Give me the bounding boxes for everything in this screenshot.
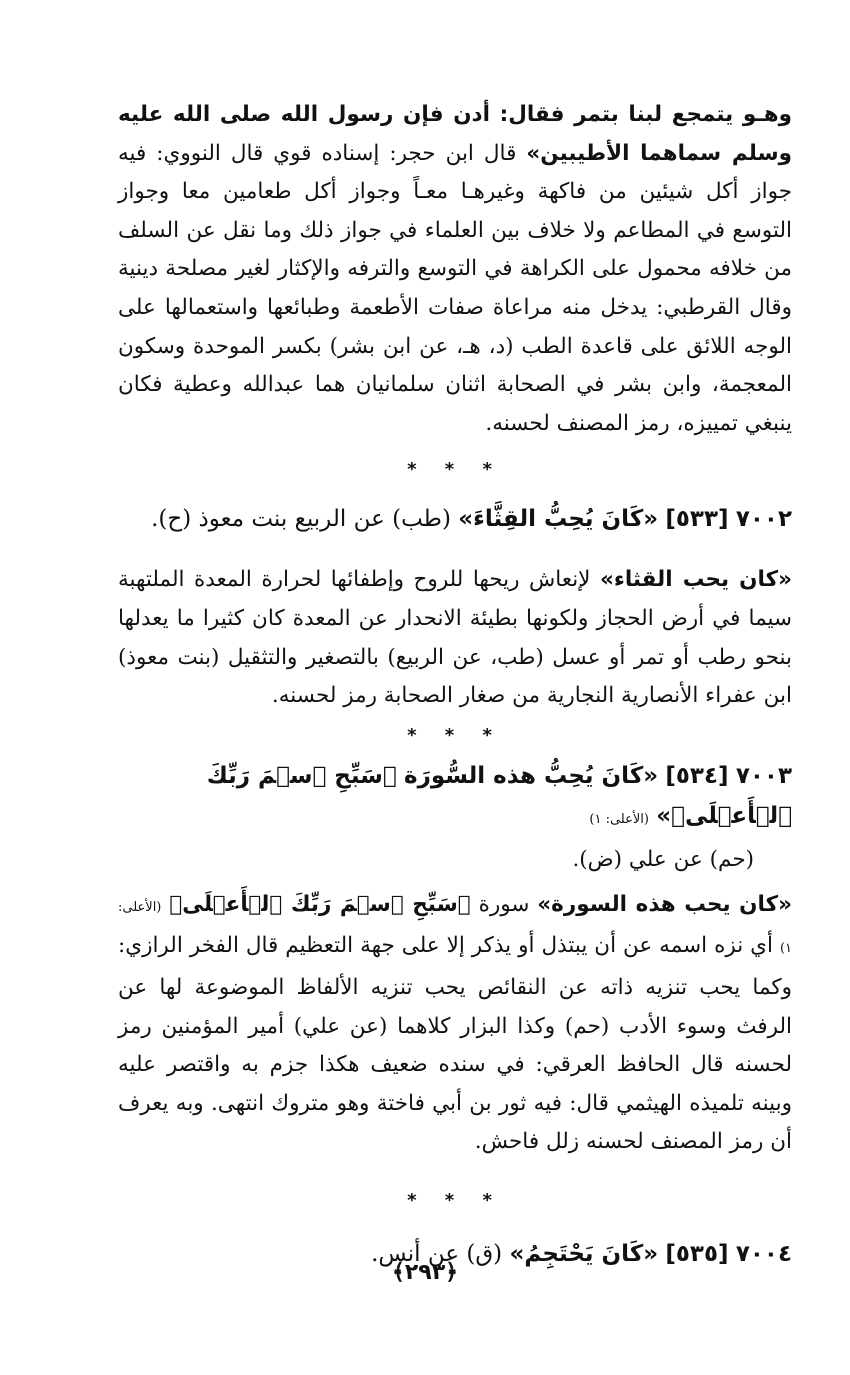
hadith-text: «كَانَ يَحْتَجِمُ» xyxy=(509,1240,659,1267)
quoted-hadith-text: وهـو يتمجع لبنا بتمر فقال: أدن فإن رسول الله صلى الله عليه وسلم سماهما الأطيبين» xyxy=(118,102,792,166)
hadith-number: ٧٠٠٢ xyxy=(735,506,792,533)
hadith-index: [٥٣٥] xyxy=(665,1240,729,1267)
commentary-text: قال ابن حجر: إسناده قوي قال النووي: فيه جواز أكل شيئين من فاكهة وغيرهـا معـاً وجواز أكل طعامين معا وجواز التوسع في المطاعم ولا خلاف بين العلماء في جواز ذلك وما نقل عن السلف من خلافه محمول على الكراهة في التوسع والترفه والإكثار لغير مصلحة دينية وقال القرطبي: يدخل منه مراعاة صفات الأطعمة وطبائعها واستعمالها على الوجه اللائق على قاعدة الطب (د، هـ، عن ابن بشر) بكسر الموحدة وسكون المعجمة، وابن بشر في الصحابة اثنان سلمانيان هما عبدالله وعطية فكان ينبغي تمييزه، رمز المصنف لحسنه. xyxy=(118,140,792,436)
section-separator: * * * xyxy=(407,724,503,746)
section-separator: * * * xyxy=(407,1189,503,1211)
quran-verse: ﴿سَبِّحِ ٱسۡمَ رَبِّكَ ٱلۡأَعۡلَى﴾ xyxy=(206,762,792,829)
commentary-paragraph-2 xyxy=(118,561,792,715)
commentary-text: سورة xyxy=(478,891,530,917)
hadith-text-close: » xyxy=(656,802,672,829)
hadith-7002 xyxy=(118,499,792,539)
quoted-hadith-text: «كان يحب هذه السورة» xyxy=(537,891,792,917)
quran-verse: ﴿سَبِّحِ ٱسۡمَ رَبِّكَ ٱلۡأَعۡلَى﴾ xyxy=(169,891,471,917)
hadith-index: [٥٣٣] xyxy=(665,506,729,533)
hadith-index: [٥٣٤] xyxy=(665,762,729,789)
verse-reference: (الأعلى: ١) xyxy=(118,899,792,957)
verse-reference: (الأعلى: ١) xyxy=(589,811,649,827)
commentary-text: أي نزه اسمه عن أن يبتذل أو يذكر إلا على جهة التعظيم قال الفخر الرازي: وكما يحب تنزيه ذاته عن النقائص يحب تنزيه الألفاظ الموضوعة لها عن الرفث وسوء الأدب (حم) وكذا البزار كلاهما (عن علي) أمير المؤمنين رمز لحسنه قال الحافظ العرقي: في سنده ضعيف هكذا جزم به واقتصر عليه وبينه تلميذه الهيثمي قال: فيه ثور بن أبي فاختة وهو متروك انتهى. وبه يعرف أن رمز المصنف لحسنه زلل فاحش. xyxy=(118,933,792,1155)
section-separator: * * * xyxy=(407,459,503,481)
hadith-source: (ق) عن أنس. xyxy=(371,1240,503,1267)
page-content xyxy=(118,96,792,1274)
hadith-number: ٧٠٠٤ xyxy=(735,1240,792,1267)
hadith-source: (طب) عن الربيع بنت معوذ (ح). xyxy=(151,506,451,533)
hadith-text: «كَانَ يُحِبُّ القِثَّاءَ» xyxy=(458,506,659,533)
commentary-text: لإنعاش ريحها للروح وإطفائها لحرارة المعدة الملتهبة سيما في أرض الحجاز ولكونها بطيئة الانحدار عن المعدة كان كثيرا ما يعدلها بنحو رطب أو تمر أو عسل (طب، عن الربيع) بالتصغير والتثقيل (بنت معوذ) ابن عفراء الأنصارية النجارية من صغار الصحابة رمز لحسنه. xyxy=(118,567,792,709)
hadith-number: ٧٠٠٣ xyxy=(735,762,792,789)
hadith-text: «كَانَ يُحِبُّ هذه السُّورَة xyxy=(404,762,659,789)
commentary-paragraph-1 xyxy=(118,96,792,443)
page-number: ﴿٢٩٣﴾ xyxy=(391,1260,459,1285)
hadith-source: (حم) عن علي (ض). xyxy=(572,846,754,872)
hadith-7003 xyxy=(118,756,792,840)
commentary-paragraph-3 xyxy=(118,886,792,1162)
quoted-hadith-text: «كان يحب القثاء» xyxy=(599,567,792,593)
